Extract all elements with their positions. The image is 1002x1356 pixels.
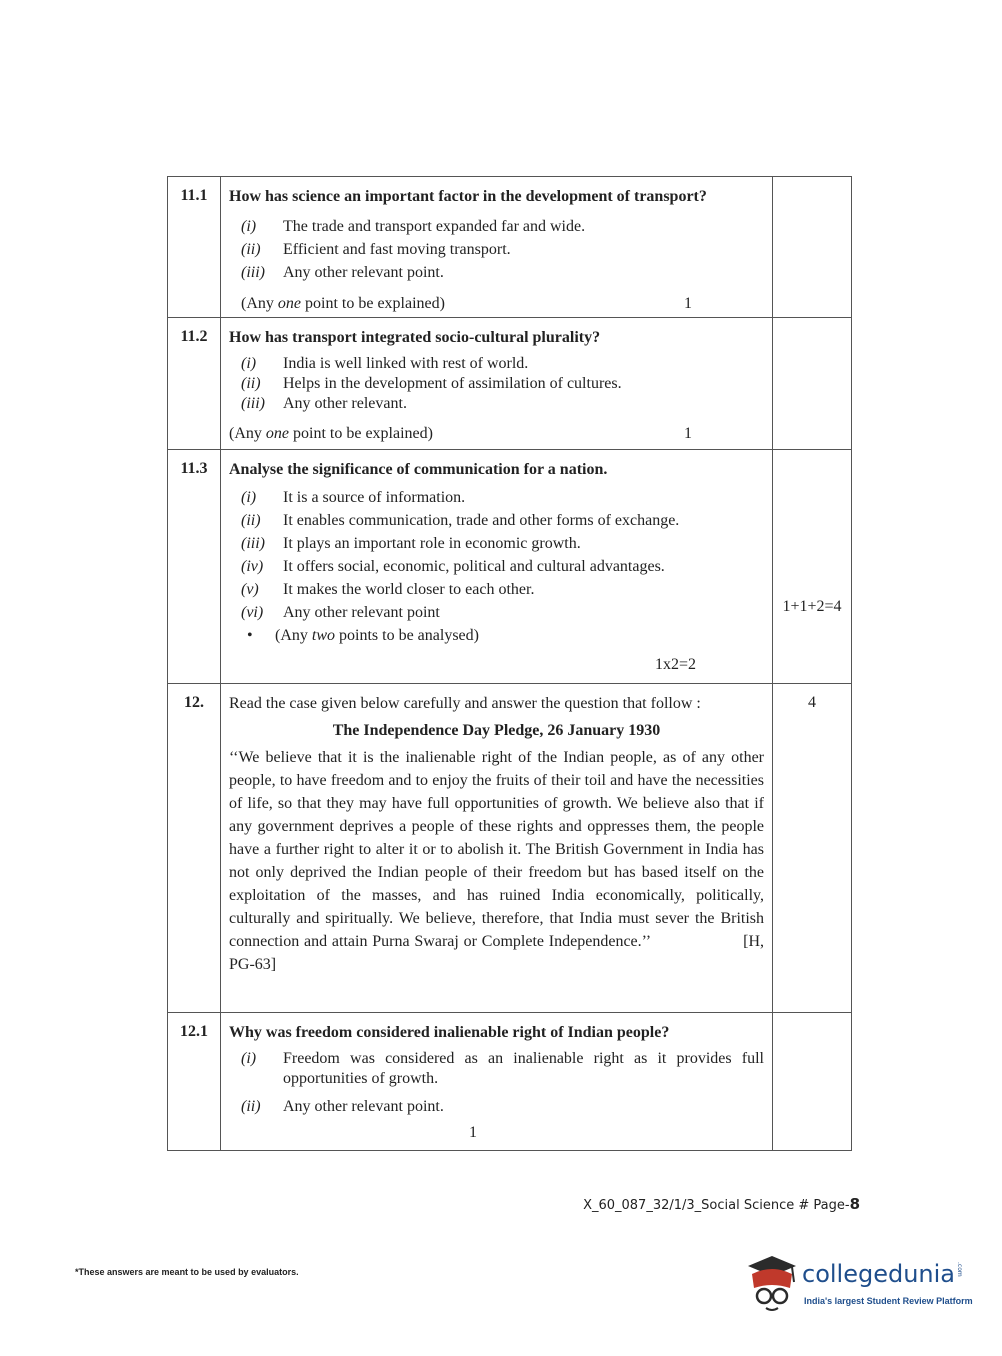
question-text: How has transport integrated socio-cultural plurality? xyxy=(229,329,601,346)
question-text: How has science an important factor in the development of transport? xyxy=(229,188,707,205)
answer-cell xyxy=(221,1013,773,1151)
answer-points xyxy=(229,354,764,414)
case-cell xyxy=(221,684,773,1013)
answer-cell xyxy=(221,318,773,450)
question-number: 12.1 xyxy=(168,1013,221,1151)
marks-cell xyxy=(773,177,852,318)
answer-point: (iii) It plays an important role in economic growth. xyxy=(241,535,581,552)
answer-point: (i) It is a source of information. xyxy=(241,489,466,506)
answer-cell xyxy=(221,450,773,684)
marks-cell xyxy=(773,1013,852,1151)
page-footer: X_60_087_32/1/3_Social Science # Page-8 xyxy=(583,1195,860,1213)
question-number: 11.2 xyxy=(168,318,221,450)
table-row xyxy=(168,684,852,1013)
answer-point: (ii) It enables communication, trade and other forms of exchange. xyxy=(241,512,680,529)
table-row xyxy=(168,450,852,684)
collegedunia-logo xyxy=(744,1252,974,1318)
answer-point: (ii) Efficient and fast moving transport. xyxy=(241,241,511,258)
table-row xyxy=(168,1013,852,1151)
answer-point: (iv) It offers social, economic, political and cultural advantages. xyxy=(241,558,665,575)
answer-point: (ii) Helps in the development of assimilation of cultures. xyxy=(241,375,622,392)
question-number: 11.3 xyxy=(168,450,221,684)
bullet-icon: • xyxy=(247,627,253,644)
answer-point: (i) Freedom was considered as an inalienable right as it provides full opportunities of growth. xyxy=(241,1050,764,1087)
answer-points xyxy=(229,215,764,284)
page-number: 8 xyxy=(849,1195,860,1213)
marking-instruction: (Any one point to be explained) 1 xyxy=(229,294,764,314)
answer-point: (i) India is well linked with rest of world. xyxy=(241,355,529,372)
case-heading: The Independence Day Pledge, 26 January 1930 xyxy=(332,722,661,739)
marking-instruction: • (Any two points to be analysed) xyxy=(247,624,772,648)
answer-point: (vi) Any other relevant point xyxy=(241,604,440,621)
sub-mark: 1 xyxy=(684,425,692,442)
answer-cell xyxy=(221,177,773,318)
answer-point: (v) It makes the world closer to each other. xyxy=(241,581,535,598)
answer-point: (iii) Any other relevant. xyxy=(241,395,407,412)
answer-points xyxy=(229,1049,764,1118)
evaluator-disclaimer: *These answers are meant to be used by evaluators. xyxy=(75,1267,299,1277)
answer-point: (i) The trade and transport expanded far and wide. xyxy=(241,218,586,235)
question-text: Analyse the significance of communication for a nation. xyxy=(229,461,608,478)
sub-mark: 1x2=2 xyxy=(654,656,696,673)
question-text: Why was freedom considered inalienable right of Indian people? xyxy=(229,1024,670,1041)
marks-cell xyxy=(773,318,852,450)
marking-instruction: (Any one point to be explained) 1 xyxy=(229,424,764,444)
answer-point: (ii) Any other relevant point. xyxy=(241,1098,444,1115)
total-marks: 4 xyxy=(773,684,852,1013)
marking-scheme-table xyxy=(167,176,852,1151)
source-reference: [H, PG-63] xyxy=(229,933,764,973)
sub-mark: 1 xyxy=(684,295,692,312)
brand-tagline: India's largest Student Review Platform xyxy=(804,1296,973,1306)
question-number: 12. xyxy=(168,684,221,1013)
answer-points xyxy=(229,486,764,624)
question-number: 11.1 xyxy=(168,177,221,318)
case-intro: Read the case given below carefully and answer the question that follow : xyxy=(229,695,701,712)
mascot-icon xyxy=(744,1252,800,1314)
table-row xyxy=(168,318,852,450)
brand-dotcom: .com xyxy=(956,1262,963,1277)
brand-name: collegedunia xyxy=(802,1260,956,1288)
table-row xyxy=(168,177,852,318)
sub-mark: 1 xyxy=(469,1124,477,1141)
case-passage: ‘‘We believe that it is the inalienable right of the Indian people, as of any other people, to have freedom and to enjoy the fruits of their toil and have the necessities of life, so that they may have full opportunities of growth. We believe also that if any government deprives a people of these rights and oppresses them, the people have a further right to alter it or to abolish it. The British Government in India has not only deprived the Indian people of their freedom but has based itself on the exploitation of the masses, and has ruined India economically, politically, culturally and spiritually. We believe, therefore, that India must sever the British connection and attain Purna Swaraj or Complete Independence.’’ [H, PG-63] xyxy=(229,749,764,973)
total-marks: 1+1+2=4 xyxy=(773,450,852,684)
answer-point: (iii) Any other relevant point. xyxy=(241,264,444,281)
